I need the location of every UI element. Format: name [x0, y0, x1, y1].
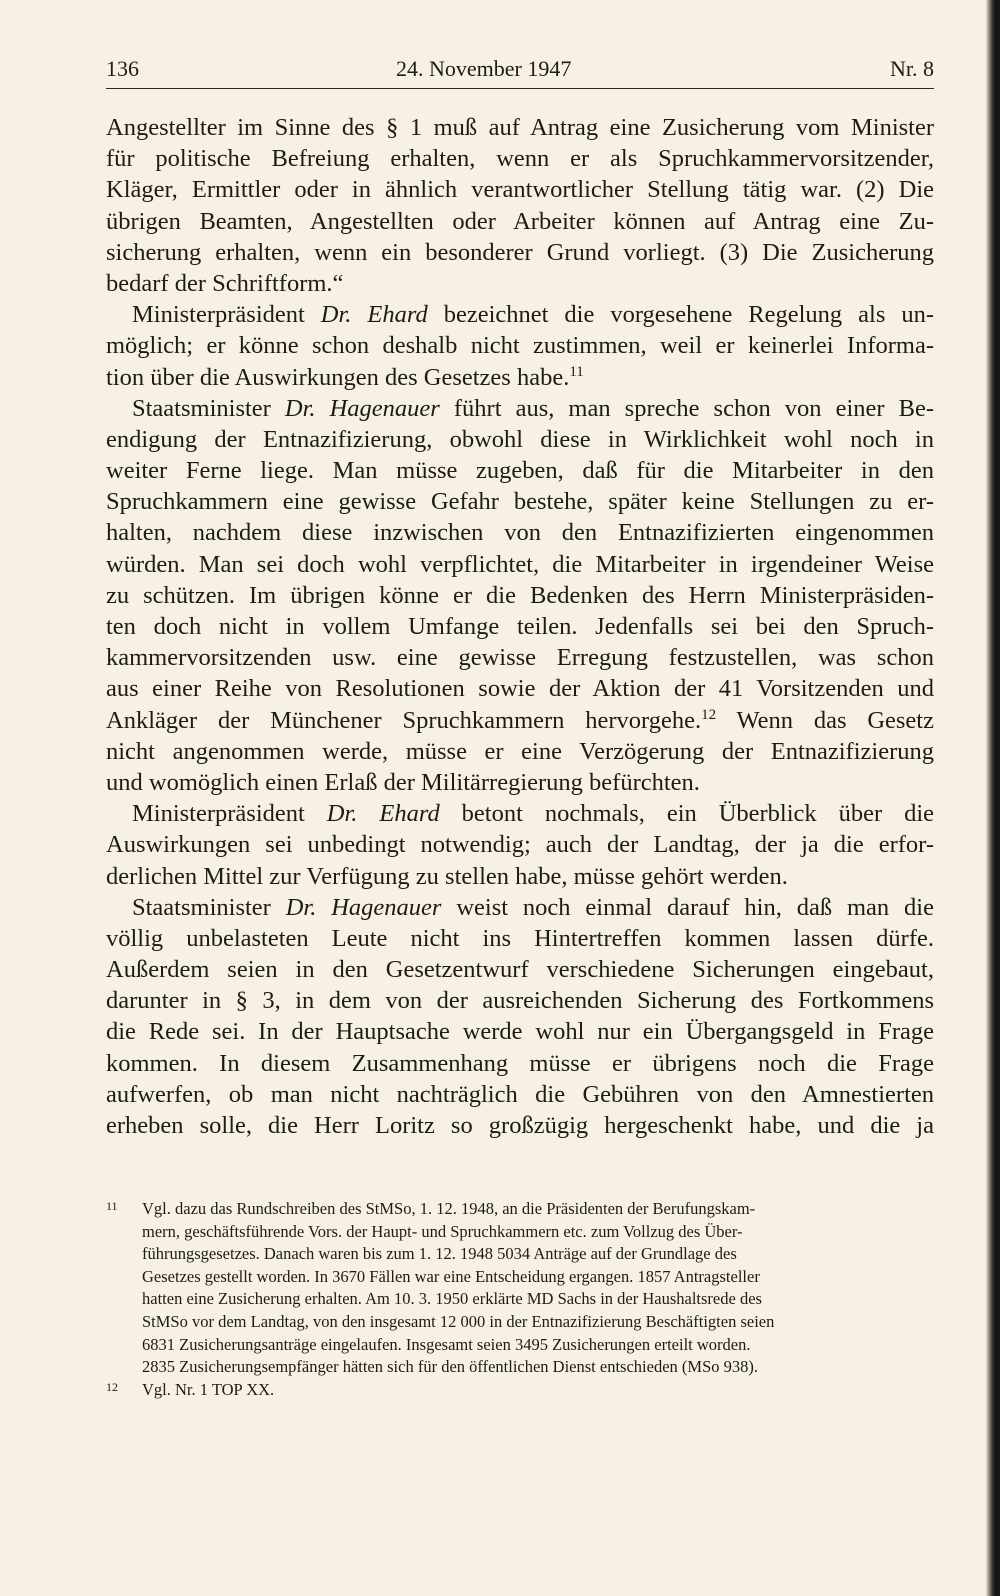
text-segment: nicht angenommen werde, müsse er eine Verzögerung der Entnazifizierung — [106, 737, 934, 765]
footnote-text: hatten eine Zusicherung erhalten. Am 10. 3. 1950 erklärte MD Sachs in der Haushaltsrede des — [142, 1289, 762, 1309]
text-segment: Staatsminister — [132, 394, 285, 422]
body-line — [106, 1110, 934, 1141]
body-line — [106, 1016, 934, 1047]
body-line — [106, 517, 934, 548]
footnote-text: mern, geschäftsführende Vors. der Haupt- und Spruchkammern etc. zum Vollzug des Über- — [142, 1221, 743, 1241]
footnote-line — [106, 1221, 934, 1244]
text-segment: bezeichnet die vorgesehene Regelung als un- — [427, 301, 934, 329]
text-segment: Auswirkungen sei unbedingt notwendig; auch der Landtag, der ja die erfor- — [106, 831, 934, 859]
text-segment: Spruchkammern eine gewisse Gefahr bestehe, später keine Stellungen zu er- — [106, 488, 934, 516]
page-number: 136 — [106, 56, 139, 81]
text-segment: kammervorsitzenden usw. eine gewisse Erregung festzustellen, was schon — [106, 644, 934, 672]
footnote-reference: 11 — [569, 363, 584, 380]
body-line — [106, 330, 934, 361]
text-segment: möglich; er könne schon deshalb nicht zustimmen, weil er keinerlei Informa- — [106, 332, 934, 360]
person-name: Dr. Hagenauer — [285, 893, 442, 921]
footnote-line — [106, 1311, 934, 1334]
text-segment: Außerdem seien in den Gesetzentwurf verschiedene Sicherungen eingebaut, — [106, 956, 934, 984]
body-line — [106, 549, 934, 580]
footnote-text: 2835 Zusicherungsempfänger hätten sich für den öffentlichen Dienst entschieden (MSo 938). — [142, 1357, 758, 1377]
text-segment: ten doch nicht in vollem Umfange teilen. Jedenfalls sei bei den Spruch- — [106, 613, 934, 640]
body-line — [106, 892, 934, 923]
footnote-line — [106, 1334, 934, 1357]
footnote-line — [106, 1198, 934, 1221]
text-segment: völlig unbelasteten Leute nicht ins Hintertreffen kommen lassen dürfe. — [106, 924, 934, 952]
body-line — [106, 486, 934, 517]
text-segment: aufwerfen, ob man nicht nachträglich die Gebühren von den Amnestierten — [106, 1080, 934, 1108]
body-line — [106, 393, 934, 424]
body-text — [106, 112, 934, 1141]
body-line — [106, 861, 934, 892]
body-line — [106, 362, 934, 393]
text-segment: aus einer Reihe von Resolutionen sowie der Aktion der 41 Vorsitzenden und — [106, 675, 934, 703]
text-segment: führt aus, man spreche schon von einer Be- — [439, 394, 934, 422]
footnote-line — [106, 1243, 934, 1266]
body-line — [106, 112, 934, 143]
text-segment: und womöglich einen Erlaß der Militärregierung befürchten. — [106, 768, 700, 796]
footnote-number: 11 — [106, 1199, 118, 1213]
header-date: 24. November 1947 — [396, 56, 572, 81]
footnote-line — [106, 1266, 934, 1289]
body-line — [106, 954, 934, 985]
footnote-line — [106, 1379, 934, 1402]
text-segment: Ankläger der Münchener Spruchkammern hervorgehe. — [106, 706, 702, 734]
body-line — [106, 206, 934, 237]
body-line — [106, 767, 934, 798]
person-name: Dr. Ehard — [326, 800, 440, 828]
text-segment: Staatsminister — [132, 893, 286, 921]
body-line — [106, 580, 934, 611]
text-segment: erheben solle, die Herr Loritz so großzügig hergeschenkt habe, und die ja — [106, 1112, 934, 1139]
body-line — [106, 143, 934, 174]
text-segment: Angestellter im Sinne des § 1 muß auf Antrag eine Zusicherung vom Minister — [106, 114, 934, 141]
footnote-text: 6831 Zusicherungsanträge eingelaufen. Insgesamt seien 3495 Zusicherungen erteilt worden. — [142, 1334, 751, 1354]
text-segment: Kläger, Ermittler oder in ähnlich verantwortlicher Stellung tätig war. (2) Die — [106, 176, 934, 204]
footnote-text: Vgl. dazu das Rundschreiben des StMSo, 1. 12. 1948, an die Präsidenten der Berufungskam- — [142, 1199, 756, 1218]
body-line — [106, 424, 934, 455]
text-segment: darunter in § 3, in dem von der ausreichenden Sicherung des Fortkommens — [106, 987, 934, 1015]
text-segment: halten, nachdem diese inzwischen von den Entnazifizierten eingenommen — [106, 519, 934, 547]
footnote-reference: 12 — [701, 706, 717, 723]
text-segment: übrigen Beamten, Angestellten oder Arbeiter können auf Antrag eine Zu- — [106, 207, 934, 235]
body-line — [106, 1048, 934, 1079]
text-segment: sicherung erhalten, wenn ein besonderer Grund vorliegt. (3) Die Zusicherung — [106, 238, 934, 266]
body-line — [106, 299, 934, 330]
header-issue-number: Nr. 8 — [890, 56, 934, 81]
text-segment: die Rede sei. In der Hauptsache werde wohl nur ein Übergangsgeld in Frage — [106, 1018, 934, 1046]
text-segment: derlichen Mittel zur Verfügung zu stellen habe, müsse gehört werden. — [106, 862, 788, 890]
footnotes — [106, 1198, 934, 1401]
running-header — [106, 56, 934, 86]
body-line — [106, 174, 934, 205]
footnote-text: Gesetzes gestellt worden. In 3670 Fällen war eine Entscheidung ergangen. 1857 Antragsteller — [142, 1266, 760, 1286]
book-spine-edge — [986, 0, 1000, 1596]
footnote-text: Vgl. Nr. 1 TOP XX. — [142, 1379, 275, 1399]
body-line — [106, 642, 934, 673]
footnote-text: StMSo vor dem Landtag, von den insgesamt 12 000 in der Entnazifizierung Beschäftigten seien — [142, 1311, 775, 1331]
footnote-line — [106, 1356, 934, 1379]
text-segment: endigung der Entnazifizierung, obwohl diese in Wirklichkeit wohl noch in — [106, 425, 934, 453]
text-segment: weiter Ferne liege. Man müsse zugeben, daß für die Mitarbeiter in den — [106, 457, 934, 485]
header-rule — [106, 88, 934, 89]
body-line — [106, 1079, 934, 1110]
body-line — [106, 829, 934, 860]
body-line — [106, 611, 934, 642]
text-segment: bedarf der Schriftform.“ — [106, 269, 344, 297]
footnote-text: führungsgesetzes. Danach waren bis zum 1. 12. 1948 5034 Anträge auf der Grundlage des — [142, 1244, 737, 1264]
body-line — [106, 985, 934, 1016]
text-segment: für politische Befreiung erhalten, wenn er als Spruchkammervorsitzender, — [106, 145, 934, 173]
body-line — [106, 268, 934, 299]
person-name: Dr. Ehard — [320, 301, 428, 329]
body-line — [106, 736, 934, 767]
footnote-number: 12 — [106, 1379, 118, 1394]
body-line — [106, 798, 934, 829]
person-name: Dr. Hagenauer — [284, 394, 440, 422]
body-line — [106, 455, 934, 486]
body-line — [106, 923, 934, 954]
text-segment: kommen. In diesem Zusammenhang müsse er übrigens noch die Frage — [106, 1049, 934, 1077]
body-line — [106, 673, 934, 704]
text-segment: zu schützen. Im übrigen könne er die Bedenken des Herrn Ministerpräsiden- — [106, 581, 934, 609]
text-segment: betont nochmals, ein Überblick über die — [439, 800, 935, 828]
footnote-line — [106, 1288, 934, 1311]
text-segment: Wenn das Gesetz — [716, 706, 934, 734]
text-segment: tion über die Auswirkungen des Gesetzes habe. — [106, 363, 570, 391]
text-segment: Ministerpräsident — [132, 800, 327, 828]
text-segment: Ministerpräsident — [132, 301, 321, 329]
text-segment: würden. Man sei doch wohl verpflichtet, die Mitarbeiter in irgendeiner Weise — [106, 550, 934, 578]
body-line — [106, 237, 934, 268]
body-line — [106, 705, 934, 736]
text-segment: weist noch einmal darauf hin, daß man die — [441, 893, 934, 921]
